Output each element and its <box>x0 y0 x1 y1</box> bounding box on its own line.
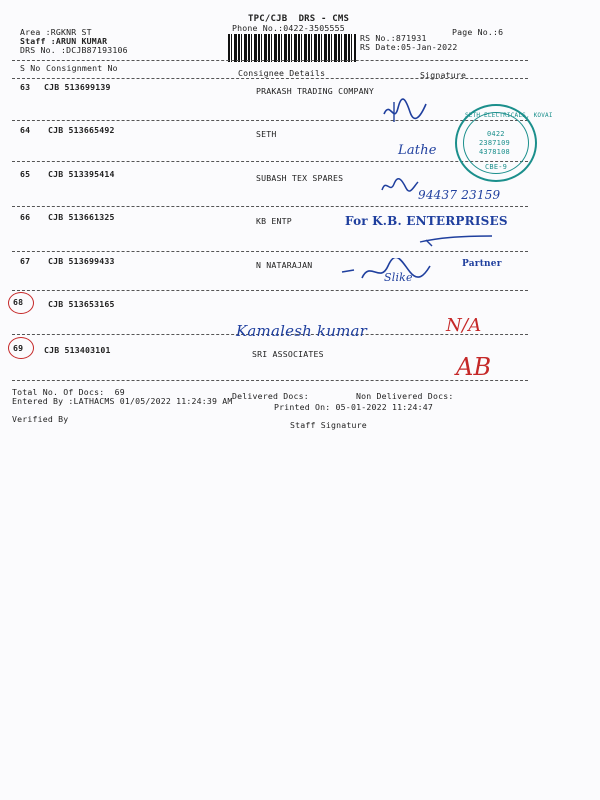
column-consignment: Consignment No <box>46 63 118 73</box>
seal-company-name: SETH ELECTRICALS, KOVAI <box>465 112 553 119</box>
row-consignment: CJB 513661325 <box>48 212 115 222</box>
initials-mark: AB <box>456 353 492 381</box>
column-consignee: Consignee Details <box>238 68 326 78</box>
row-consignment: CJB 513403101 <box>44 345 111 355</box>
verified-by: Verified By <box>12 414 69 424</box>
signature-scribble <box>380 96 430 128</box>
handwritten-name: Lathe <box>398 143 437 158</box>
phone-number: Phone No.:0422-3505555 <box>232 23 345 33</box>
row-rule <box>12 290 528 291</box>
seal-number: 4378108 <box>479 148 510 156</box>
document-title: TPC/CJB DRS - CMS <box>248 14 350 24</box>
row-consignee: SETH <box>256 129 277 139</box>
row-sno: 68 <box>13 297 24 307</box>
row-rule <box>12 206 528 207</box>
delivered-docs: Delivered Docs: <box>232 391 309 401</box>
row-sno: 64 <box>20 125 31 135</box>
page-number: Page No.:6 <box>452 27 504 37</box>
area: Area :RGKNR ST <box>20 27 92 37</box>
row-consignee: SUBASH TEX SPARES <box>256 173 344 183</box>
row-consignment: CJB 513395414 <box>48 169 115 179</box>
row-consignment: CJB 513699433 <box>48 256 115 266</box>
row-consignee: PRAKASH TRADING COMPANY <box>256 86 374 96</box>
row-sno: 66 <box>20 212 31 222</box>
staff-signature-label: Staff Signature <box>290 420 367 430</box>
total-docs: Total No. Of Docs: 69 <box>12 387 125 397</box>
row-sno: 65 <box>20 169 31 179</box>
row-sno: 67 <box>20 256 31 266</box>
company-seal <box>455 104 553 182</box>
row-sno: 69 <box>13 343 24 353</box>
printed-on: Printed On: 05-01-2022 11:24:47 <box>274 402 434 412</box>
row-consignee: KB ENTP <box>256 216 292 226</box>
handwritten-phone: 94437 23159 <box>418 188 501 202</box>
row-rule <box>12 380 528 381</box>
row-consignee: N NATARAJAN <box>256 260 313 270</box>
entered-by: Entered By :LATHACMS 01/05/2022 11:24:39 AM <box>12 396 233 406</box>
seal-city: CBE-9 <box>485 163 508 171</box>
seal-number: 2387109 <box>479 139 510 147</box>
row-consignment: CJB 513665492 <box>48 125 115 135</box>
row-consignment: CJB 513653165 <box>48 299 115 309</box>
rs-date: RS Date:05-Jan-2022 <box>360 42 458 52</box>
signature-scribble <box>418 232 498 252</box>
seal-phone: 0422 <box>487 130 505 138</box>
drs-number: DRS No. :DCJB87193106 <box>20 45 128 55</box>
row-rule <box>12 161 528 162</box>
row-consignment: CJB 513699139 <box>44 82 111 92</box>
signature-scribble <box>380 176 420 196</box>
not-available-mark: N/A <box>446 315 482 336</box>
staff-name: Staff :ARUN KUMAR <box>20 36 108 46</box>
for-stamp: For K.B. ENTERPRISES <box>345 214 508 228</box>
row-rule <box>12 120 528 121</box>
columns-rule <box>12 78 528 79</box>
row-consignee: SRI ASSOCIATES <box>252 349 324 359</box>
header-rule <box>12 60 528 61</box>
handwritten-receiver-name: Kamalesh kumar <box>236 322 368 340</box>
column-signature: Signature <box>420 70 467 80</box>
rs-number: RS No.:871931 <box>360 33 427 43</box>
column-sno: S No <box>20 63 41 73</box>
handwritten-signature: Slike <box>384 271 413 284</box>
partner-stamp: Partner <box>462 259 502 269</box>
non-delivered-docs: Non Delivered Docs: <box>356 391 454 401</box>
barcode <box>228 34 356 62</box>
row-sno: 63 <box>20 82 31 92</box>
